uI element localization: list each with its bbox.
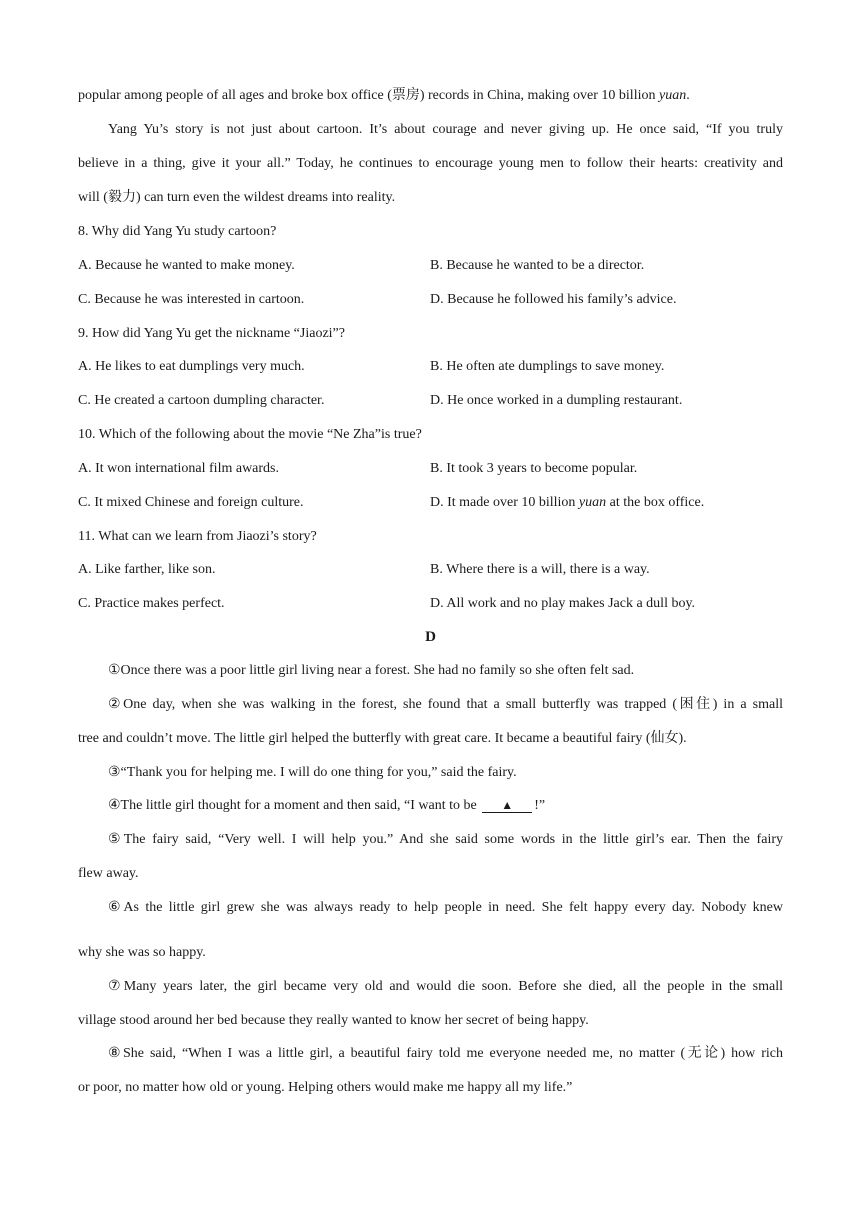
passage-d-paragraph-6-line-2: why she was so happy. <box>78 945 206 960</box>
question-9-option-d: D. He once worked in a dumpling restaurant. <box>430 393 683 408</box>
question-11-stem: 11. What can we learn from Jiaozi’s story? <box>78 529 317 544</box>
question-8-option-d: D. Because he followed his family’s advice. <box>430 292 677 307</box>
question-10-option-d: D. It made over 10 billion yuan at the box office. <box>430 495 705 510</box>
question-10-option-b: B. It took 3 years to become popular. <box>430 461 638 476</box>
passage-d-heading: D <box>425 629 436 645</box>
passage-d-paragraph-8-line-1: ⑧She said, “When I was a little girl, a beautiful fairy told me everyone needed me, no matter (无论) how rich <box>108 1046 783 1061</box>
passage-d-paragraph-2-line-2: tree and couldn’t move. The little girl helped the butterfly with great care. It became a beautiful fairy (仙女). <box>78 731 687 746</box>
passage-d-paragraph-2-line-1: ②One day, when she was walking in the forest, she found that a small butterfly was trapped (困住) in a small <box>108 697 783 712</box>
passage-d-paragraph-8-line-2: or poor, no matter how old or young. Helping others would make me happy all my life.” <box>78 1080 573 1095</box>
question-8-option-b: B. Because he wanted to be a director. <box>430 258 645 273</box>
question-10-option-c: C. It mixed Chinese and foreign culture. <box>78 495 304 510</box>
question-9-option-c: C. He created a cartoon dumpling character. <box>78 393 325 408</box>
passage-d-paragraph-6-line-1: ⑥As the little girl grew she was always ready to help people in need. She felt happy every day. Nobody knew <box>108 900 783 915</box>
passage-c-paragraph-2-line-2: believe in a thing, give it your all.” Today, he continues to encourage young men to follow their hearts: creativity and <box>78 156 783 171</box>
question-11-option-a: A. Like farther, like son. <box>78 562 216 577</box>
question-8-stem: 8. Why did Yang Yu study cartoon? <box>78 224 277 239</box>
passage-d-paragraph-7-line-2: village stood around her bed because they really wanted to know her secret of being happy. <box>78 1013 589 1028</box>
passage-d-paragraph-7-line-1: ⑦Many years later, the girl became very old and would die soon. Before she died, all the people in the small <box>108 979 783 994</box>
question-9-option-a: A. He likes to eat dumplings very much. <box>78 359 305 374</box>
question-11-option-c: C. Practice makes perfect. <box>78 596 225 611</box>
question-8-option-a: A. Because he wanted to make money. <box>78 258 295 273</box>
passage-d-paragraph-5-line-2: flew away. <box>78 866 139 881</box>
passage-d-paragraph-4: ④The little girl thought for a moment and then said, “I want to be ▲ !” <box>108 798 546 813</box>
question-10-stem: 10. Which of the following about the movie “Ne Zha”is true? <box>78 427 422 442</box>
passage-d-paragraph-1: ①Once there was a poor little girl living near a forest. She had no family so she often felt sad. <box>108 663 635 678</box>
question-11-option-b: B. Where there is a will, there is a way. <box>430 562 650 577</box>
question-10-option-a: A. It won international film awards. <box>78 461 280 476</box>
passage-c-paragraph-1-end: popular among people of all ages and broke box office (票房) records in China, making over 10 billion yuan. <box>78 88 690 103</box>
passage-d-paragraph-5-line-1: ⑤The fairy said, “Very well. I will help you.” And she said some words in the little girl’s ear. Then the fairy <box>108 832 783 847</box>
question-8-option-c: C. Because he was interested in cartoon. <box>78 292 305 307</box>
passage-c-paragraph-2-line-3: will (毅力) can turn even the wildest dreams into reality. <box>78 190 396 205</box>
question-11-option-d: D. All work and no play makes Jack a dull boy. <box>430 596 696 611</box>
question-9-option-b: B. He often ate dumplings to save money. <box>430 359 665 374</box>
question-9-stem: 9. How did Yang Yu get the nickname “Jiaozi”? <box>78 326 345 341</box>
passage-c-paragraph-2-line-1: Yang Yu’s story is not just about cartoon. It’s about courage and never giving up. He once said, “If you truly <box>108 122 783 137</box>
answer-blank[interactable]: ▲ <box>482 798 532 813</box>
passage-d-paragraph-3: ③“Thank you for helping me. I will do one thing for you,” said the fairy. <box>108 765 517 780</box>
